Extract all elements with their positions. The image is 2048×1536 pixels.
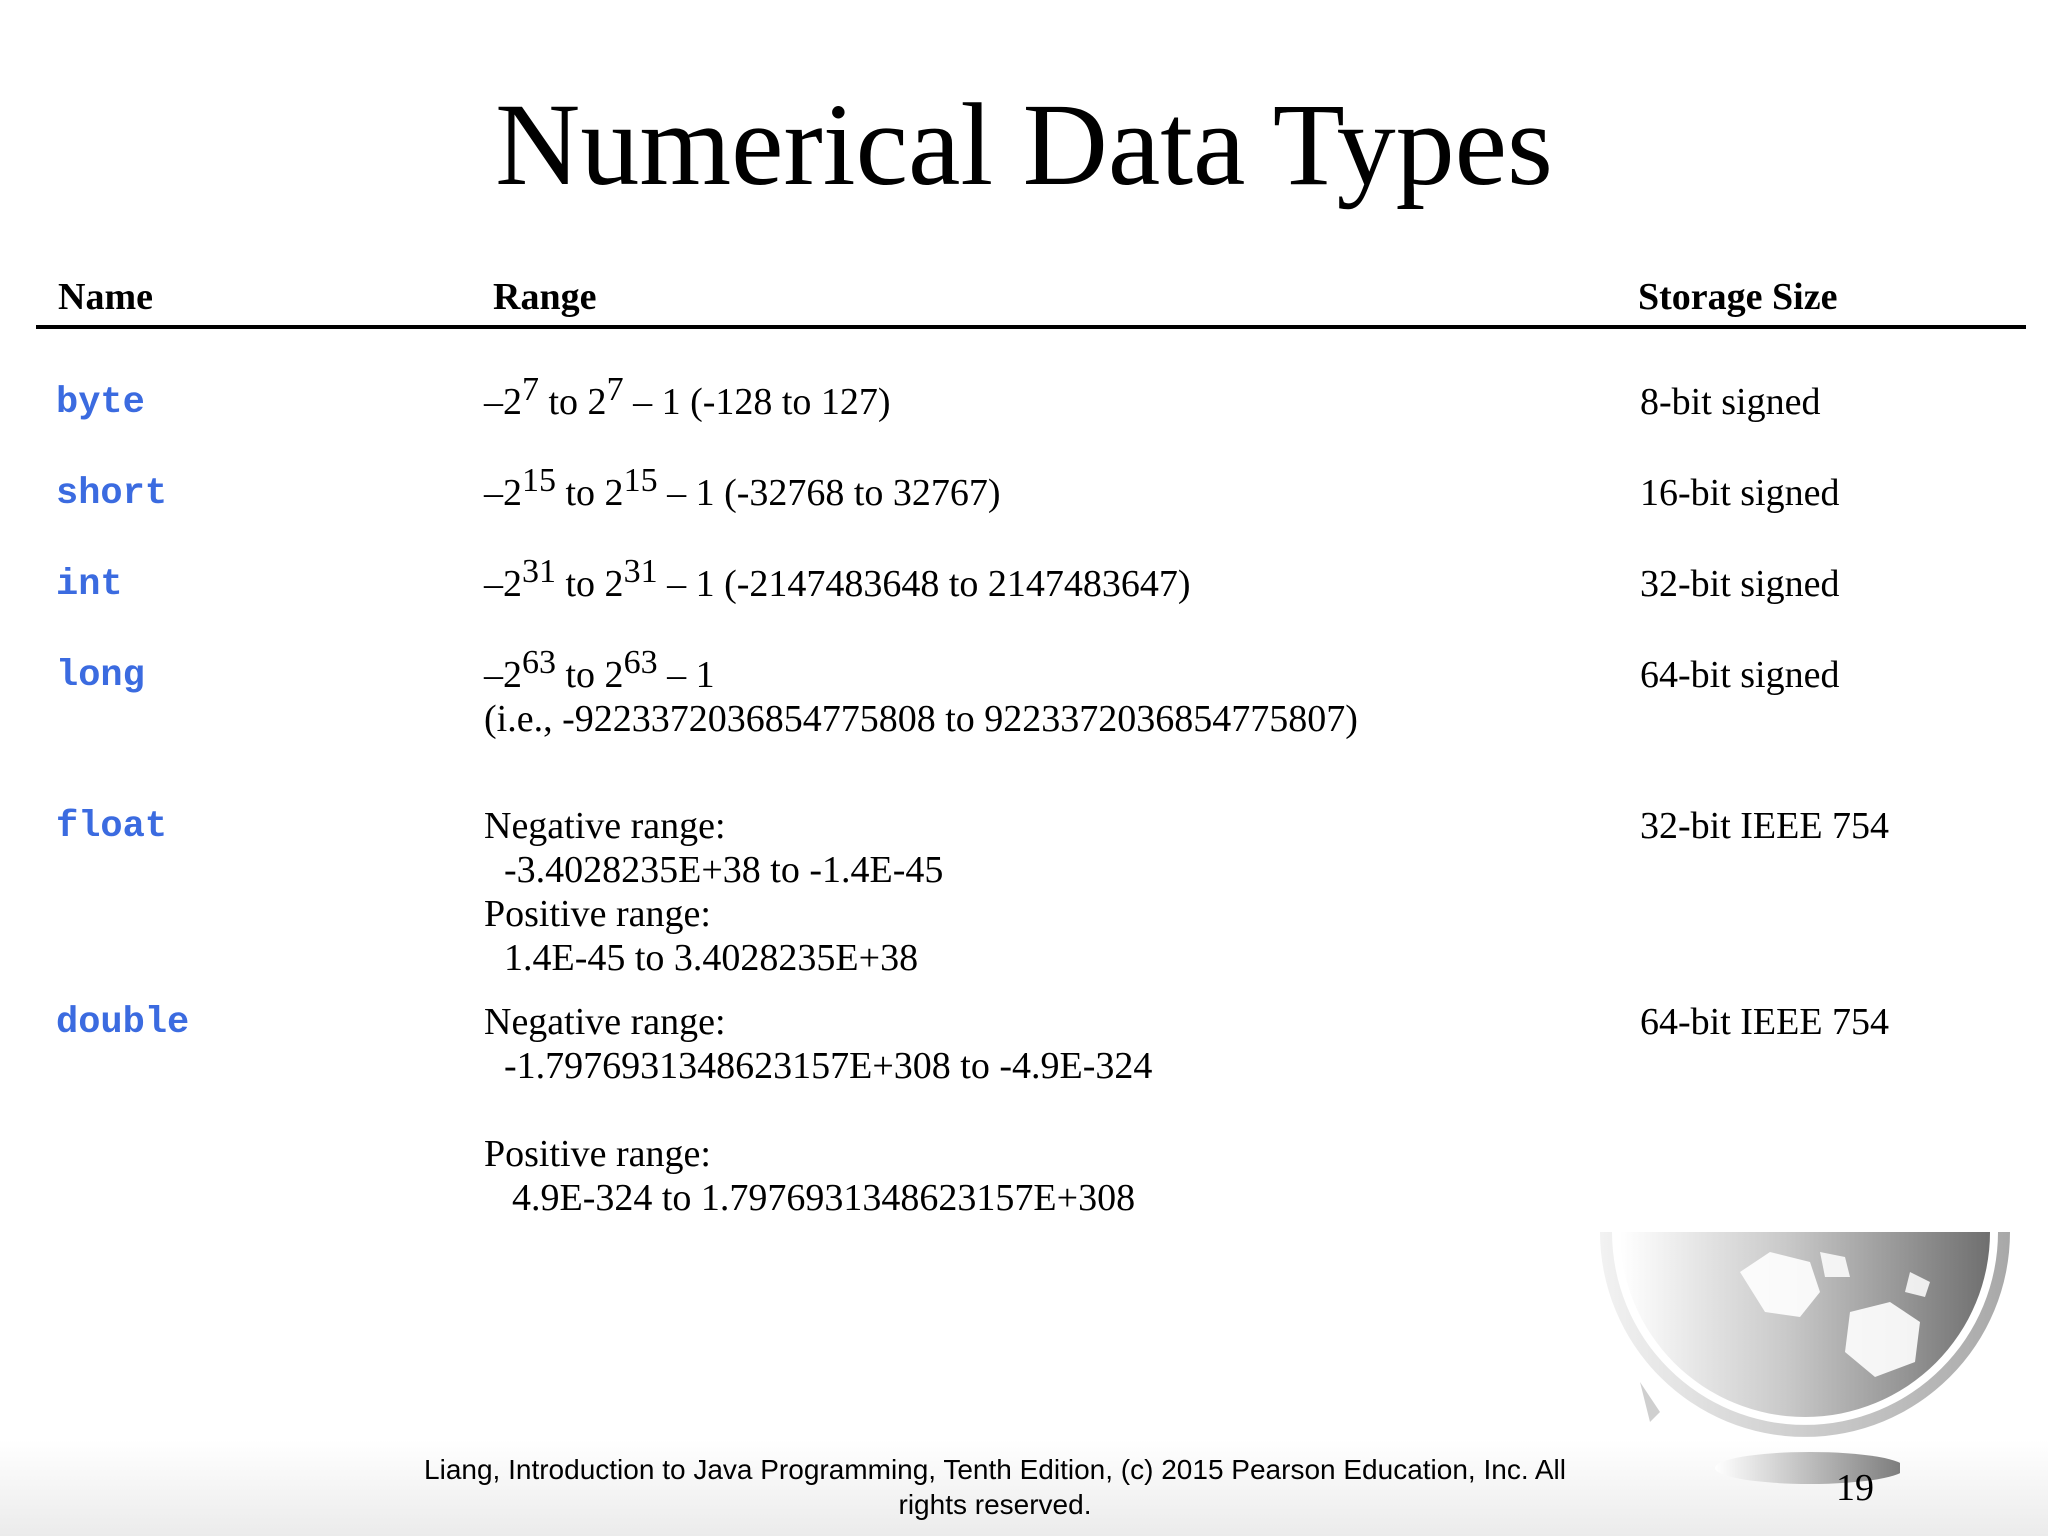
size-short: 16-bit signed [1640, 472, 1840, 514]
double-negative-label: Negative range: [484, 1001, 726, 1043]
type-name-double: double [56, 1002, 190, 1044]
range-short: $-2^{15}$ to $2^{15} - 1$ (-32768 to 32767) [484, 462, 1001, 514]
type-name-short: short [56, 473, 168, 515]
range-float [484, 804, 943, 980]
size-byte: 8-bit signed [1640, 381, 1821, 423]
size-int: 32-bit signed [1640, 563, 1840, 605]
double-negative-range: -1.7976931348623157E+308 to -4.9E-324 [504, 1045, 1153, 1087]
type-name-byte: byte [56, 382, 145, 424]
header-name: Name [58, 276, 153, 318]
footer-copyright [400, 1452, 1590, 1522]
header-range: Range [493, 276, 597, 318]
type-name-int: int [56, 564, 123, 606]
double-positive-range: 4.9E-324 to 1.7976931348623157E+308 [512, 1177, 1136, 1219]
slide-title: Numerical Data Types [495, 79, 1553, 210]
range-double [484, 1000, 1152, 1220]
header-rule [36, 325, 2026, 329]
range-long-detail: (i.e., -9223372036854775808 to 9223372036854775807) [484, 698, 1358, 740]
footer-line-2: rights reserved. [898, 1489, 1092, 1520]
type-name-long: long [56, 655, 145, 697]
range-byte: $-2^7$ to $2^7 - 1$ (-128 to 127) [484, 371, 891, 423]
footer-line-1: Liang, Introduction to Java Programming, Tenth Edition, (c) 2015 Pearson Education, Inc. All [424, 1454, 1566, 1485]
header-storage-size: Storage Size [1638, 276, 1838, 318]
type-name-float: float [56, 806, 168, 848]
float-negative-label: Negative range: [484, 805, 726, 847]
size-long: 64-bit signed [1640, 654, 1840, 696]
float-positive-range: 1.4E-45 to 3.4028235E+38 [504, 937, 919, 979]
range-int: $-2^{31}$ to $2^{31} - 1$ (-2147483648 to 2147483647) [484, 553, 1191, 605]
double-positive-label: Positive range: [484, 1133, 711, 1175]
float-positive-label: Positive range: [484, 893, 711, 935]
range-long: $-2^{63}$ to $2^{63} - 1$ (i.e., -9223372036854775808 to 9223372036854775807) [484, 644, 1358, 740]
size-float: 32-bit IEEE 754 [1640, 805, 1890, 847]
float-negative-range: -3.4028235E+38 to -1.4E-45 [504, 849, 944, 891]
page-number: 19 [1836, 1467, 1874, 1509]
size-double: 64-bit IEEE 754 [1640, 1001, 1890, 1043]
